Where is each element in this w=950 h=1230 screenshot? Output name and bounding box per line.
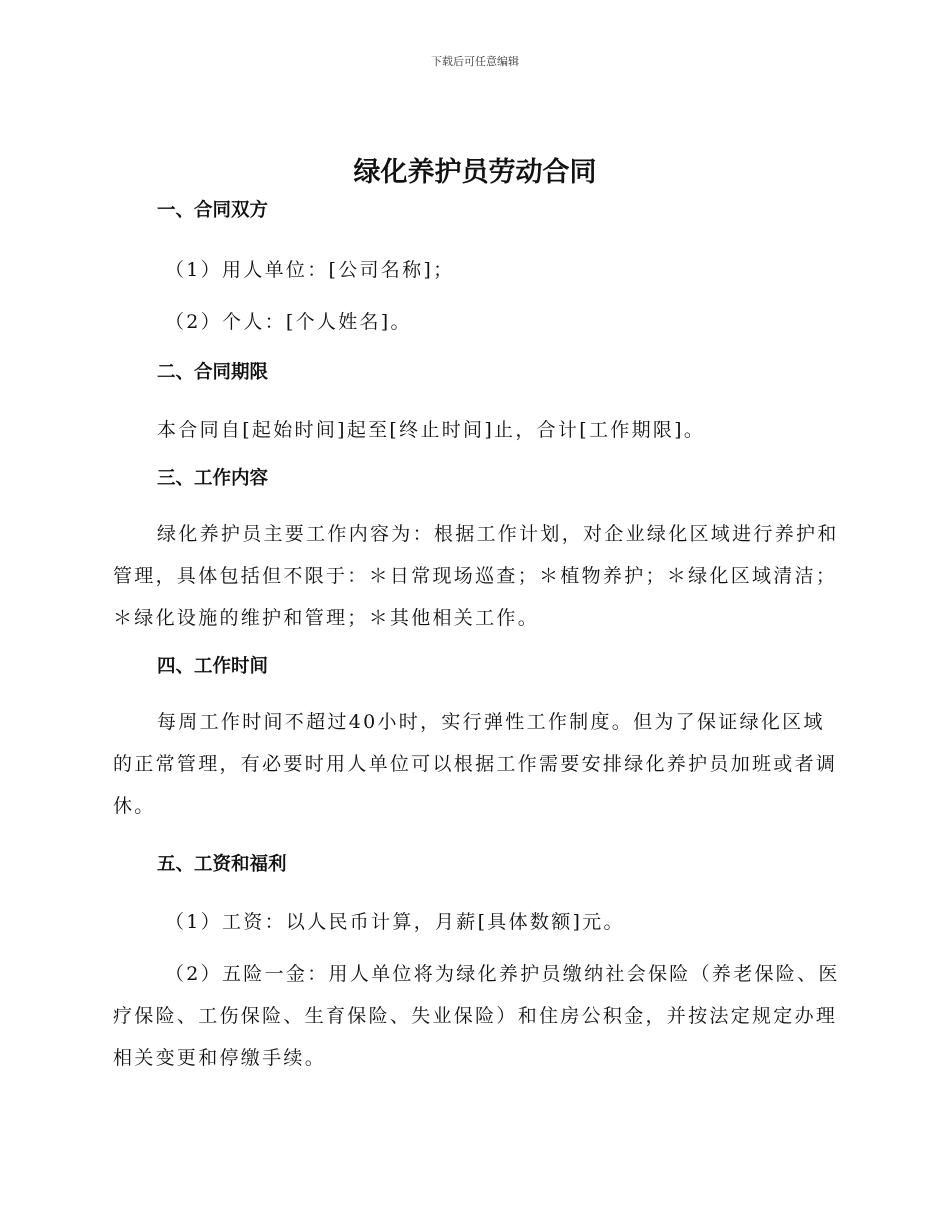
party-employee: （2）个人：[个人姓名]。 [165,311,412,333]
section-heading: 五、工资和福利 [157,854,287,875]
party-employer: （1）用人单位：[公司名称]； [165,259,455,281]
section-duties [113,463,840,639]
section-heading: 二、合同期限 [157,362,269,383]
section-heading: 四、工作时间 [157,656,269,677]
section-heading: 一、合同双方 [157,200,269,221]
hours-text: 每周工作时间不超过40小时，实行弹性工作制度。但为了保证绿化区域的正常管理，有必要时用人单位可以根据工作需要安排绿化养护员加班或者调休。 [113,711,838,817]
duties-text: 绿化养护员主要工作内容为：根据工作计划，对企业绿化区域进行养护和管理，具体包括但不限于：＊日常现场巡查；＊植物养护；＊绿化区域清洁；＊绿化设施的维护和管理；＊其他相关工作。 [113,523,839,629]
term-text: 本合同自[起始时间]起至[终止时间]止，合计[工作期限]。 [157,419,706,441]
insurance-item: （2）五险一金：用人单位将为绿化养护员缴纳社会保险（养老保险、医疗保险、工伤保险、生育保险、失业保险）和住房公积金，并按法定规定办理相关变更和停缴手续。 [113,963,840,1069]
section-heading: 三、工作内容 [157,468,269,489]
document-title: 绿化养护员劳动合同 [353,157,597,188]
section-hours [113,651,840,827]
document-body [113,195,840,1079]
salary-item: （1）工资：以人民币计算，月薪[具体数额]元。 [165,911,625,933]
section-parties [113,195,840,343]
page-header: 下载后可任意编辑 [431,55,519,68]
section-salary [113,849,840,1079]
section-term [113,357,840,451]
